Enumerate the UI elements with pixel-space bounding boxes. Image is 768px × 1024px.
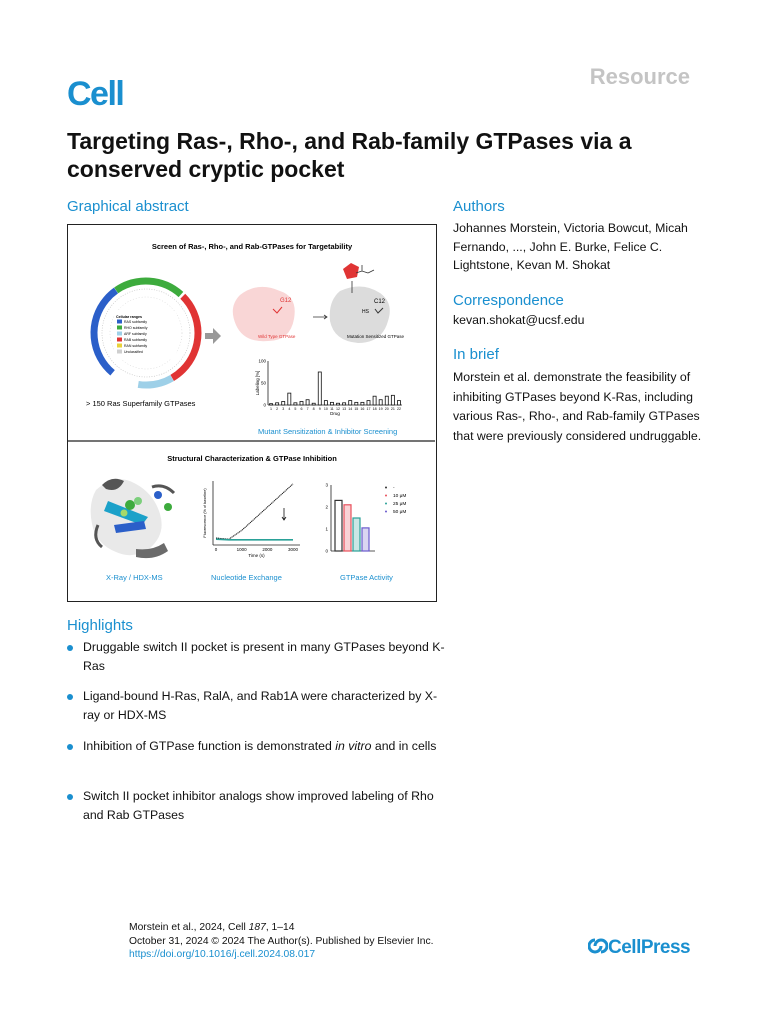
highlight-item: Switch II pocket inhibitor analogs show improved labeling of Rho and Rab GTPases [67,787,447,824]
x-tick-label: 3 [282,407,285,411]
cellpress-icon [588,936,608,956]
citation-footer [129,921,433,962]
series-line [216,484,293,539]
labeling-bar-chart [255,359,402,417]
correspondence-heading: Correspondence [453,292,564,309]
in-brief-heading: In brief [453,346,499,363]
bullet-icon [67,794,73,800]
highlight-item: Ligand-bound H-Ras, RalA, and Rab1A were characterized by X-ray or HDX-MS [67,687,447,724]
legend-label: RAN subfamily [124,344,148,348]
highlights-heading: Highlights [67,617,133,634]
y-tick-label: 3 [325,482,328,488]
x-tick-label: 15 [354,407,359,411]
data-bar [300,401,303,405]
legend-marker [385,511,387,513]
legend-title: Cellular ranges [116,315,142,319]
article-type-label: Resource [589,64,690,89]
data-bar [349,401,352,405]
y-tick-label: 100 [258,358,266,364]
data-bar [379,400,382,405]
graphical-abstract-heading: Graphical abstract [67,198,189,215]
data-bar [306,400,309,405]
y-tick-label: 1 [325,526,328,532]
bullet-icon [67,645,73,651]
legend-swatch [117,320,122,324]
x-tick-label: 10 [323,407,328,411]
legend-label: RAB subfamily [124,338,147,342]
legend-label: 25 μM [393,502,407,507]
graphical-abstract-figure [67,224,437,602]
inhibitor-molecule-icon [343,263,359,279]
conversion-arrow-icon [313,315,327,319]
panel1-title: Screen of Ras-, Rho-, and Rab-GTPases for Targetability [151,242,353,251]
data-bar [294,403,297,405]
y-tick-label: 50 [260,380,266,386]
gtpase-activity-chart [325,483,375,554]
data-bar [385,396,388,405]
legend-label: Unclassified [124,350,143,354]
x-tick-label: 2 [276,407,279,411]
authors-heading: Authors [453,198,505,215]
data-bar [324,401,327,405]
legend-swatch [117,326,122,330]
data-bar [282,401,285,405]
hs-label: HS [362,309,369,315]
data-bar [330,402,333,405]
data-bar [312,403,315,405]
data-bar [353,518,360,551]
x-tick-label: 9 [318,407,321,411]
legend-swatch [117,338,122,342]
data-bar [318,372,321,405]
doi-link[interactable]: https://doi.org/10.1016/j.cell.2024.08.017 [129,949,316,960]
x-tick-label: 21 [390,407,395,411]
y-axis-title: Fluorescence (% of baseline) [203,488,207,538]
bullet-icon [67,744,73,750]
data-bar [270,404,273,405]
x-axis-title: Time (s) [248,553,265,558]
data-bar [367,401,370,405]
xray-caption: X-Ray / HDX-MS [106,573,163,582]
legend-label: RAS subfamily [124,320,147,324]
count-label: > 150 Ras Superfamily GTPases [86,399,196,408]
bullet-icon [67,694,73,700]
mutant-label: Mutation Sensitized GTPase [347,334,405,339]
legend-label: RHO subfamily [124,326,148,330]
data-bar [362,528,369,551]
legend-swatch [117,350,122,354]
c12-label: C12 [374,299,386,305]
legend-label: 10 μM [393,494,407,499]
right-arrow-icon [205,328,221,344]
data-bar [276,403,279,405]
nucleotide-exchange-chart [203,481,300,558]
activity-caption: GTPase Activity [340,573,393,582]
x-tick-label: 7 [306,407,309,411]
exchange-caption: Nucleotide Exchange [211,573,282,582]
x-tick-label: 11 [330,407,334,411]
x-tick-label: 6 [300,407,303,411]
legend-label: - [393,486,395,491]
x-tick-label: 0 [214,547,218,552]
highlight-item: Inhibition of GTPase function is demonstrated in vitro and in cells [67,737,447,756]
data-bar [355,402,358,405]
activity-legend [385,486,406,515]
x-tick-label: 16 [360,407,365,411]
correspondence-email[interactable]: kevan.shokat@ucsf.edu [453,313,585,327]
x-tick-label: 3000 [287,547,299,552]
legend-swatch [117,332,122,336]
x-axis-title: Drug [330,411,340,416]
data-bar [343,403,346,405]
data-bar [391,395,394,405]
article-title: Targeting Ras-, Rho-, and Rab-family GTPases via a conserved cryptic pocket [67,128,632,182]
author-list: Johannes Morstein, Victoria Bowcut, Micah Fernando, ..., John E. Burke, Felice C. Lightstone, Kevan M. Shokat [453,221,688,272]
x-tick-label: 2000 [262,547,273,552]
y-tick-label: 0 [325,548,328,554]
cellpress-logo: CellPress [588,936,690,959]
legend-marker [385,487,387,489]
down-arrow-icon [282,508,286,520]
protein-structure-image [91,479,174,558]
data-bar [373,396,376,405]
legend-marker [385,495,387,497]
x-tick-label: 14 [348,407,353,411]
y-axis-title: Labeling [%] [255,370,260,396]
citation-line: Morstein et al., 2024, Cell 187, 1–14 [129,922,295,933]
data-bar [335,500,342,551]
x-tick-label: 13 [342,407,347,411]
y-tick-label: 0 [263,402,266,408]
legend-marker [385,503,387,505]
screen-caption: Mutant Sensitization & Inhibitor Screening [258,427,398,436]
x-tick-label: 4 [288,407,291,411]
x-tick-label: 19 [378,407,383,411]
data-bar [361,402,364,405]
x-tick-label: 12 [336,407,341,411]
g12-label: G12 [280,298,292,304]
data-bar [288,393,291,405]
data-bar [337,403,340,405]
series-line [216,539,293,540]
date-line: October 31, 2024 © 2024 The Author(s). Published by Elsevier Inc. [129,935,434,947]
x-tick-label: 22 [396,407,401,411]
x-tick-label: 8 [312,407,315,411]
x-tick-label: 1 [270,407,273,411]
x-tick-label: 1000 [236,547,247,552]
x-tick-label: 18 [372,407,377,411]
legend-label: 50 μM [393,510,407,515]
cell-journal-logo: Cell [67,75,124,113]
x-tick-label: 20 [384,407,389,411]
panel2-title: Structural Characterization & GTPase Inhibition [167,454,337,463]
wild-type-label: Wild Type GTPase [258,334,296,339]
legend-label: ARF subfamily [124,332,147,336]
y-tick-label: 2 [325,504,328,510]
graphical-abstract-svg [68,225,435,600]
data-bar [344,505,351,551]
legend-swatch [117,344,122,348]
highlight-item: Druggable switch II pocket is present in many GTPases beyond K-Ras [67,638,447,675]
x-tick-label: 17 [366,407,371,411]
in-brief-text: Morstein et al. demonstrate the feasibility of inhibiting GTPases beyond K-Ras, including various Ras-, Rho-, and Rab-family GTPases that were previously considered undruggable. [453,370,702,443]
x-tick-label: 5 [294,407,297,411]
data-bar [397,401,400,405]
